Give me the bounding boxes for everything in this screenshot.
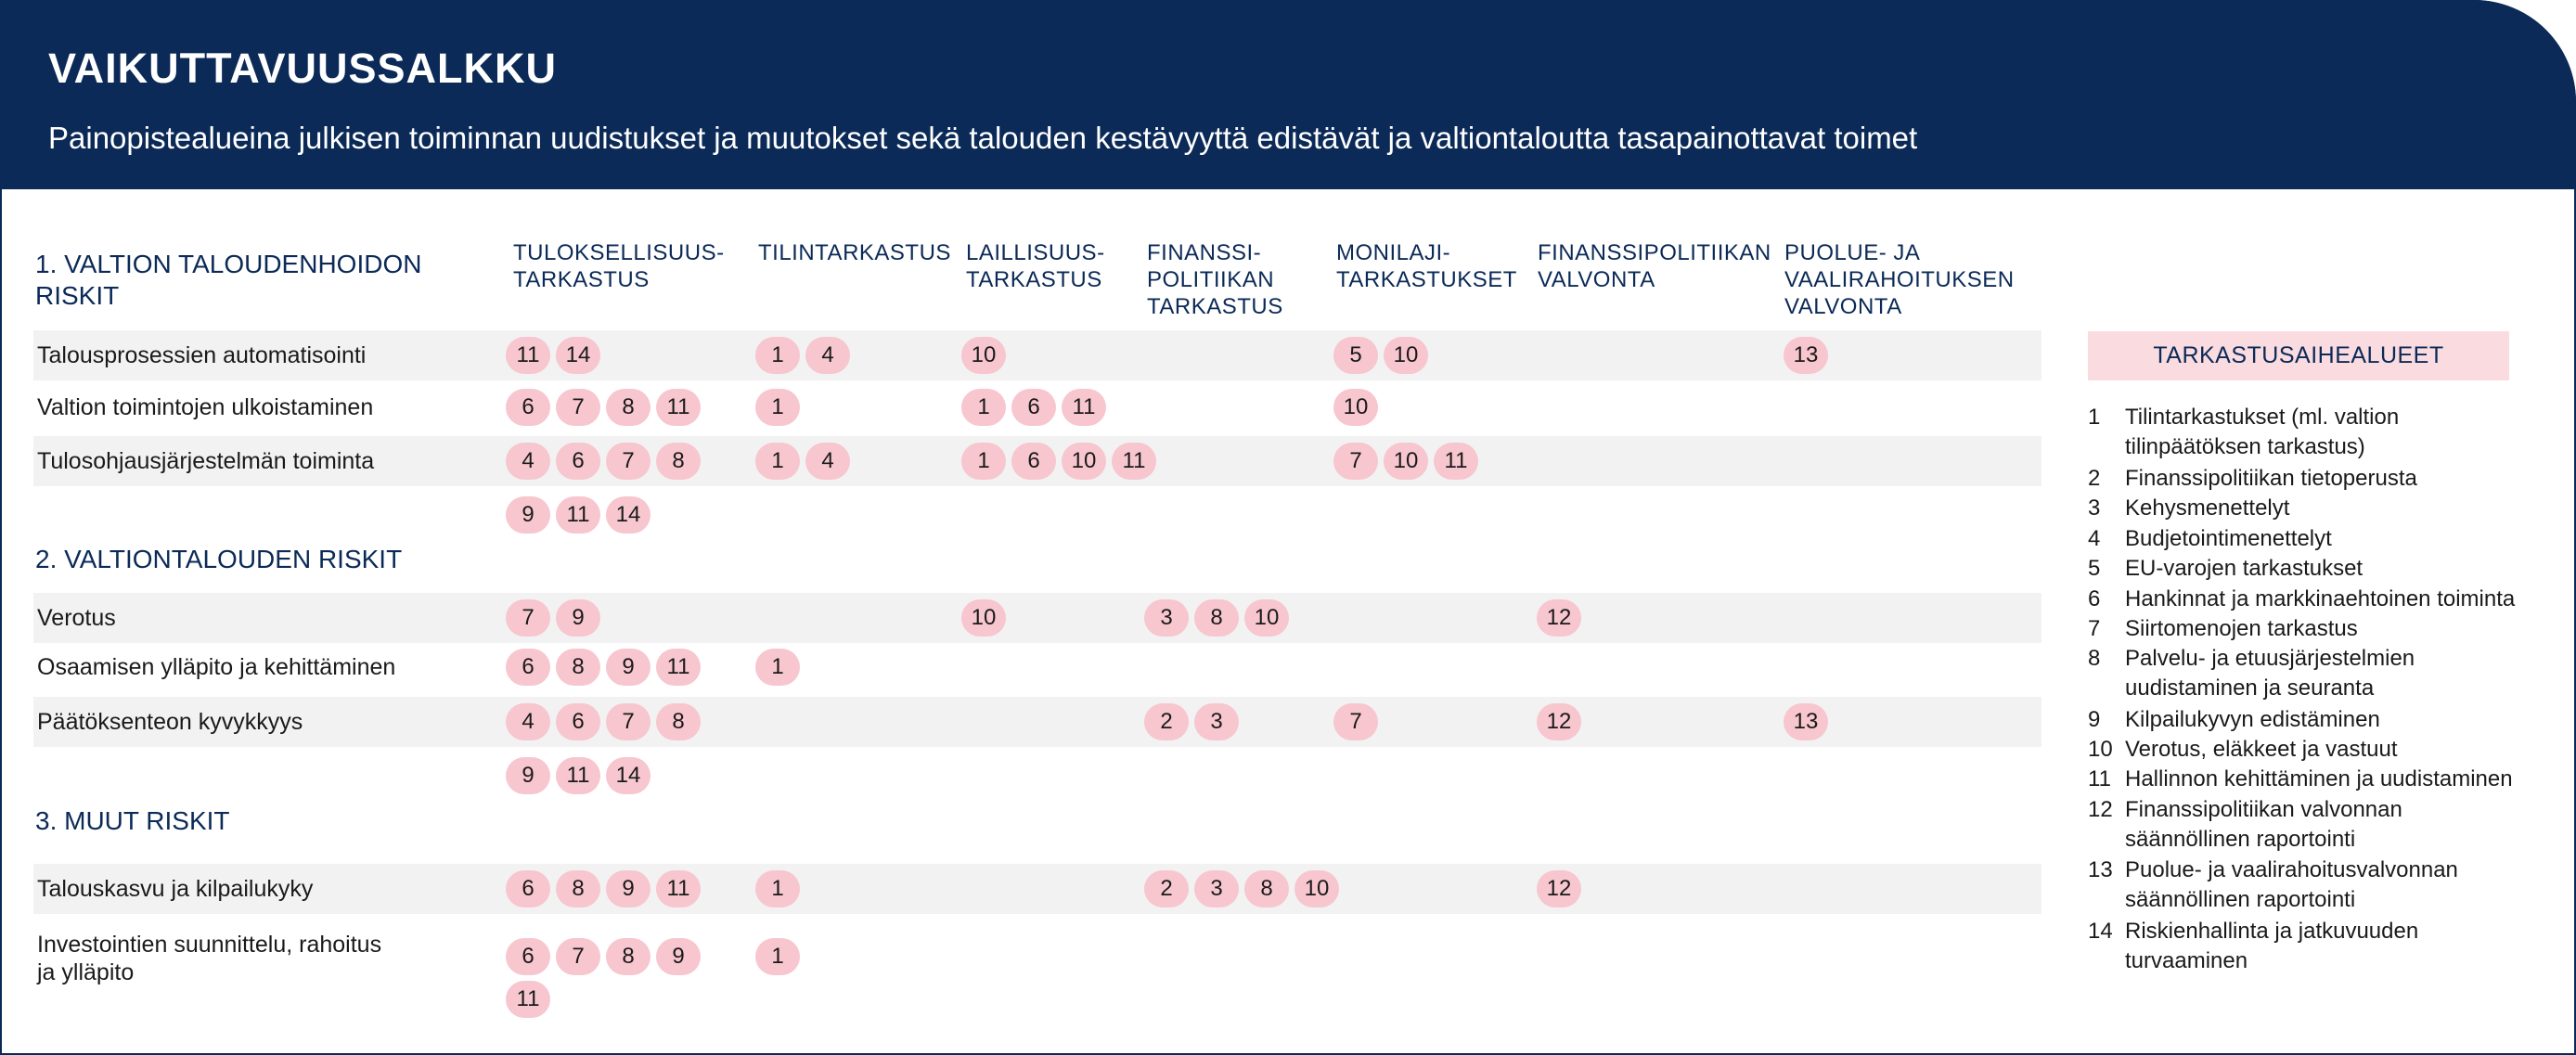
topic-badge: 12 — [1537, 703, 1581, 740]
topic-badge: 7 — [606, 703, 650, 740]
legend-number: 14 — [2088, 919, 2113, 944]
row-label: Osaamisen ylläpito ja kehittäminen — [37, 654, 396, 680]
legend-number: 5 — [2088, 556, 2101, 581]
row-label: Valtion toimintojen ulkoistaminen — [37, 394, 374, 420]
topic-badge: 11 — [556, 757, 600, 794]
row-label: Talousprosessien automatisointi — [37, 342, 367, 368]
topic-badge: 6 — [1011, 443, 1056, 480]
column-header: PUOLUE- JA VAALIRAHOITUKSEN VALVONTA — [1784, 240, 2015, 319]
topic-badge: 10 — [961, 599, 1006, 637]
legend-text: Kilpailukyvyn edistäminen — [2125, 707, 2380, 732]
topic-badge: 1 — [755, 938, 800, 975]
column-header: TILINTARKASTUS — [758, 240, 951, 265]
legend-number: 3 — [2088, 495, 2101, 521]
legend-number: 6 — [2088, 586, 2101, 611]
topic-badge: 14 — [556, 337, 600, 374]
topic-badge: 2 — [1144, 870, 1189, 907]
topic-badge: 10 — [1062, 443, 1106, 480]
topic-badge: 10 — [961, 337, 1006, 374]
topic-badge: 8 — [1244, 870, 1289, 907]
row-label: Talouskasvu ja kilpailukyky — [37, 876, 314, 902]
section-title: 3. MUUT RISKIT — [35, 806, 230, 835]
legend-number: 8 — [2088, 646, 2101, 671]
legend-number: 1 — [2088, 405, 2101, 430]
topic-badge: 8 — [606, 389, 650, 426]
topic-badge: 8 — [556, 870, 600, 907]
legend-text: Puolue- ja vaalirahoitusvalvonnan säännöllinen raportointi — [2125, 857, 2458, 912]
topic-badge: 11 — [656, 870, 701, 907]
topic-badge: 11 — [656, 389, 701, 426]
topic-badge: 11 — [1112, 443, 1156, 480]
legend-text: Riskienhallinta ja jatkuvuuden turvaaminen — [2125, 919, 2419, 973]
column-header: MONILAJI- TARKASTUKSET — [1336, 240, 1517, 292]
legend-number: 11 — [2088, 766, 2111, 791]
topic-badge: 7 — [506, 599, 550, 637]
legend-text: Budjetointimenettelyt — [2125, 526, 2332, 551]
topic-badge: 1 — [961, 443, 1006, 480]
legend-number: 10 — [2088, 737, 2113, 762]
topic-badge: 9 — [656, 938, 701, 975]
legend-text: Finanssipolitiikan valvonnan säännöllinen raportointi — [2125, 797, 2402, 852]
topic-badge: 8 — [656, 703, 701, 740]
legend-number: 4 — [2088, 526, 2101, 551]
topic-badge: 8 — [656, 443, 701, 480]
row-label: Investointien suunnittelu, rahoitus ja ylläpito — [37, 932, 382, 985]
topic-badge: 11 — [506, 337, 550, 374]
topic-badge: 4 — [805, 337, 850, 374]
topic-badge: 13 — [1784, 337, 1828, 374]
topic-badge: 10 — [1294, 870, 1339, 907]
column-header: TULOKSELLISUUS- TARKASTUS — [513, 240, 725, 292]
topic-badge: 4 — [506, 703, 550, 740]
legend-text: Kehysmenettelyt — [2125, 495, 2290, 521]
topic-badge: 6 — [556, 703, 600, 740]
topic-badge: 10 — [1333, 389, 1378, 426]
column-header: LAILLISUUS- TARKASTUS — [966, 240, 1105, 292]
topic-badge: 4 — [805, 443, 850, 480]
topic-badge: 14 — [606, 757, 650, 794]
topic-badge: 8 — [606, 938, 650, 975]
row-stripe — [33, 697, 2041, 747]
legend-text: Palvelu- ja etuusjärjestelmien uudistaminen ja seuranta — [2125, 646, 2415, 701]
topic-badge: 1 — [755, 389, 800, 426]
topic-badge: 3 — [1194, 870, 1239, 907]
topic-badge: 2 — [1144, 703, 1189, 740]
column-header: FINANSSIPOLITIIKAN VALVONTA — [1538, 240, 1771, 292]
topic-badge: 13 — [1784, 703, 1828, 740]
topic-badge: 9 — [606, 649, 650, 686]
topic-badge: 3 — [1194, 703, 1239, 740]
legend-text: Verotus, eläkkeet ja vastuut — [2125, 737, 2398, 762]
topic-badge: 11 — [1062, 389, 1106, 426]
topic-badge: 3 — [1144, 599, 1189, 637]
topic-badge: 9 — [556, 599, 600, 637]
row-stripe — [33, 593, 2041, 643]
header-banner — [0, 0, 2576, 189]
topic-badge: 12 — [1537, 870, 1581, 907]
row-label: Verotus — [37, 605, 116, 631]
legend-text: Finanssipolitiikan tietoperusta — [2125, 466, 2417, 491]
topic-badge: 1 — [755, 443, 800, 480]
section-title: 1. VALTION TALOUDENHOIDON RISKIT — [35, 250, 422, 310]
topic-badge: 5 — [1333, 337, 1378, 374]
topic-badge: 11 — [1434, 443, 1478, 480]
row-label: Päätöksenteon kyvykkyys — [37, 709, 303, 735]
topic-badge: 10 — [1244, 599, 1289, 637]
legend-number: 13 — [2088, 857, 2113, 882]
legend-number: 12 — [2088, 797, 2113, 822]
topic-badge: 1 — [755, 649, 800, 686]
topic-badge: 7 — [1333, 443, 1378, 480]
section-title: 2. VALTIONTALOUDEN RISKIT — [35, 545, 403, 573]
page-subtitle: Painopistealueina julkisen toiminnan uudistukset ja muutokset sekä talouden kestävyyttä edistävät ja valtiontaloutta tasapainottavat toimet — [48, 121, 1918, 155]
topic-badge: 6 — [506, 649, 550, 686]
topic-badge: 6 — [506, 870, 550, 907]
topic-badge: 11 — [656, 649, 701, 686]
topic-badge: 14 — [606, 496, 650, 534]
topic-badge: 10 — [1384, 443, 1428, 480]
topic-badge: 1 — [961, 389, 1006, 426]
topic-badge: 9 — [506, 496, 550, 534]
column-header: FINANSSI- POLITIIKAN TARKASTUS — [1147, 240, 1283, 319]
legend-number: 2 — [2088, 466, 2101, 491]
topic-badge: 9 — [606, 870, 650, 907]
topic-badge: 12 — [1537, 599, 1581, 637]
legend-text: Hankinnat ja markkinaehtoinen toiminta — [2125, 586, 2516, 611]
legend-number: 9 — [2088, 707, 2101, 732]
topic-badge: 11 — [556, 496, 600, 534]
row-stripe — [33, 864, 2041, 914]
legend-title: TARKASTUSAIHEALUEET — [2088, 331, 2509, 380]
topic-badge: 6 — [556, 443, 600, 480]
topic-badge: 6 — [506, 389, 550, 426]
legend-text: Siirtomenojen tarkastus — [2125, 616, 2358, 641]
topic-badge: 9 — [506, 757, 550, 794]
topic-badge: 8 — [556, 649, 600, 686]
topic-badge: 4 — [506, 443, 550, 480]
topic-badge: 7 — [556, 389, 600, 426]
topic-badge: 8 — [1194, 599, 1239, 637]
topic-badge: 7 — [606, 443, 650, 480]
legend-text: Hallinnon kehittäminen ja uudistaminen — [2125, 766, 2513, 791]
topic-badge: 7 — [1333, 703, 1378, 740]
row-label: Tulosohjausjärjestelmän toiminta — [37, 448, 375, 474]
topic-badge: 7 — [556, 938, 600, 975]
topic-badge: 10 — [1384, 337, 1428, 374]
topic-badge: 1 — [755, 870, 800, 907]
legend-text: EU-varojen tarkastukset — [2125, 556, 2363, 581]
legend-number: 7 — [2088, 616, 2101, 641]
topic-badge: 1 — [755, 337, 800, 374]
topic-badge: 6 — [506, 938, 550, 975]
topic-badge: 6 — [1011, 389, 1056, 426]
legend-text: Tilintarkastukset (ml. valtion tilinpäätöksen tarkastus) — [2125, 405, 2400, 459]
page-title: VAIKUTTAVUUSSALKKU — [48, 45, 557, 92]
topic-badge: 11 — [506, 981, 550, 1018]
